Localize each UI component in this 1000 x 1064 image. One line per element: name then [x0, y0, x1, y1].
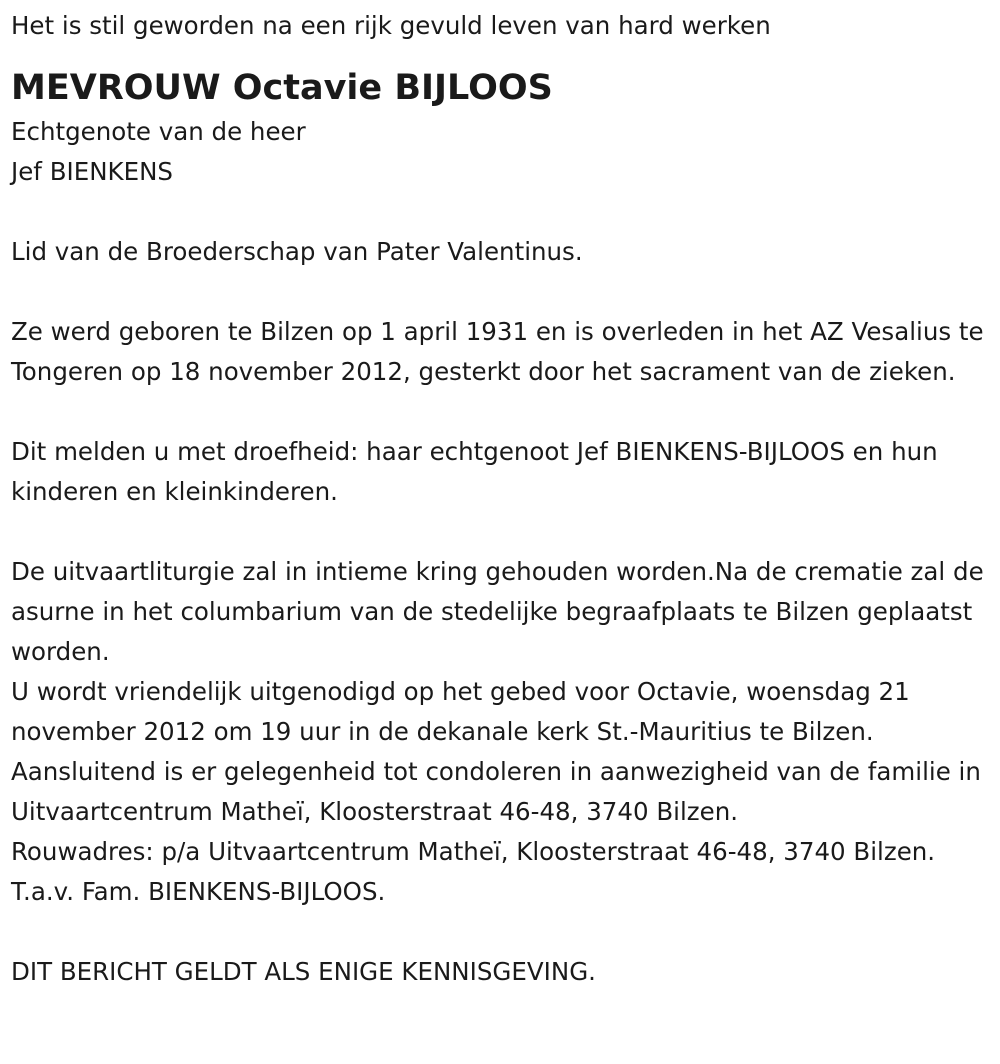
birth-death-text: Ze werd geboren te Bilzen op 1 april 1931 en is overleden in het AZ Vesalius te Tongeren op 18 november 2012, gesterkt door het sacrament van de zieken.	[11, 317, 984, 386]
deceased-name: MEVROUW Octavie BIJLOOS	[11, 68, 553, 108]
funeral-text: De uitvaartliturgie zal in intieme kring gehouden worden.Na de crematie zal de asurne in het columbarium van de stedelijke begraafplaats te Bilzen geplaatst worden.	[11, 557, 984, 666]
mourning-address: Rouwadres: p/a Uitvaartcentrum Matheï, Kloosterstraat 46-48, 3740 Bilzen. T.a.v. Fam. BIENKENS-BIJLOOS.	[11, 837, 936, 906]
intro-text: Het is stil geworden na een rijk gevuld leven van hard werken	[11, 11, 771, 40]
spouse-line-2: Jef BIENKENS	[11, 157, 173, 186]
closing-text: DIT BERICHT GELDT ALS ENIGE KENNISGEVING.	[11, 957, 596, 986]
membership-text: Lid van de Broederschap van Pater Valentinus.	[11, 237, 583, 266]
prayer-text: U wordt vriendelijk uitgenodigd op het gebed voor Octavie, woensdag 21 november 2012 om 19 uur in de dekanale kerk St.-Mauritius te Bilzen.	[11, 677, 910, 746]
condolences-text: Aansluitend is er gelegenheid tot condoleren in aanwezigheid van de familie in Uitvaartcentrum Matheï, Kloosterstraat 46-48, 3740 Bilzen.	[11, 757, 981, 826]
spouse-line-1: Echtgenote van de heer	[11, 117, 306, 146]
announcement-text: Dit melden u met droefheid: haar echtgenoot Jef BIENKENS-BIJLOOS en hun kinderen en kleinkinderen.	[11, 437, 938, 506]
